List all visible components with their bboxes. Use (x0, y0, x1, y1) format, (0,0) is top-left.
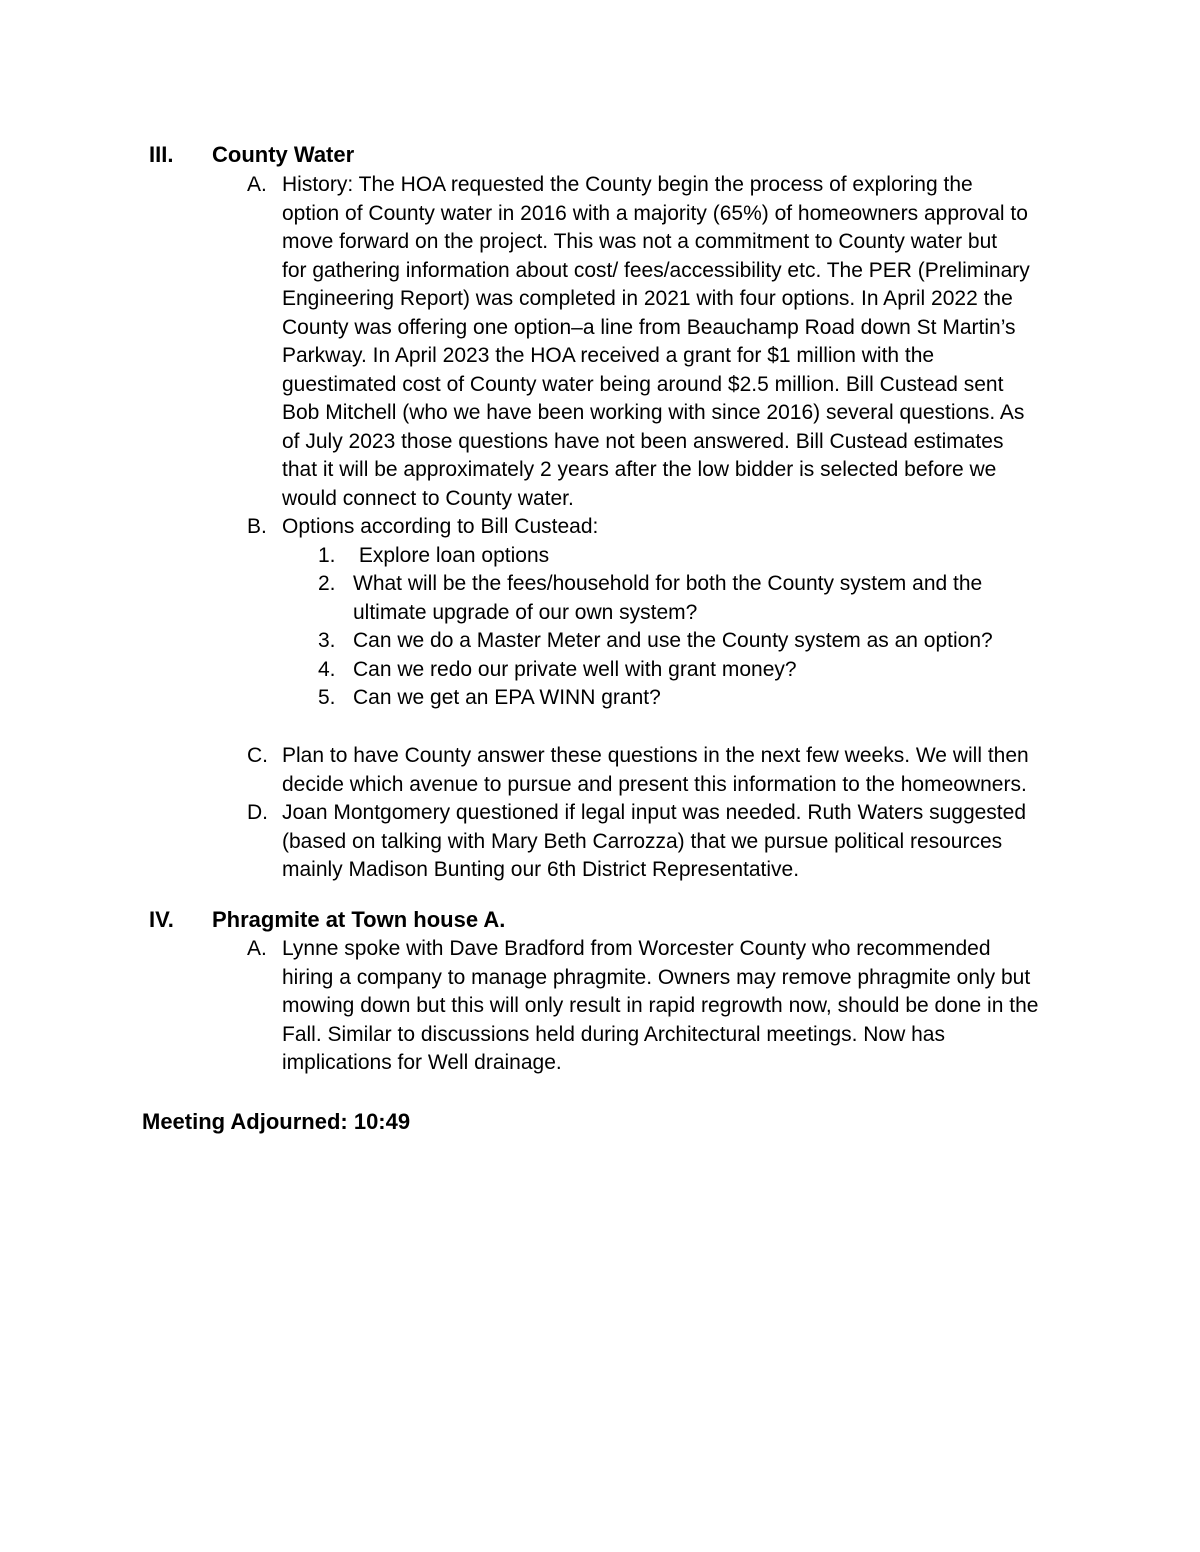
item-letter: A. (247, 173, 267, 196)
sub-item-text (353, 684, 661, 713)
item-letter: D. (247, 801, 268, 824)
text-line: Can we do a Master Meter and use the County system as an option? (353, 629, 993, 652)
section-title: County Water (212, 142, 355, 167)
text-line: implications for Well drainage. (282, 1051, 562, 1074)
text-line: move forward on the project. This was not a commitment to County water but (282, 230, 998, 253)
text-line: mowing down but this will only result in rapid regrowth now, should be done in the (282, 994, 1039, 1017)
sub-item-text (353, 570, 982, 627)
sub-item-number: 5. (318, 686, 336, 709)
sub-item-text (353, 627, 993, 656)
item-text (282, 513, 1072, 542)
text-line: that it will be approximately 2 years after the low bidder is selected before we (282, 458, 997, 481)
text-line: History: The HOA requested the County begin the process of exploring the (282, 173, 973, 196)
item-text (282, 171, 1072, 513)
text-line: County was offering one option–a line from Beauchamp Road down St Martin’s (282, 315, 1016, 339)
text-line: Joan Montgomery questioned if legal input was needed. Ruth Waters suggested (282, 801, 1027, 824)
section-number: III. (149, 142, 174, 167)
text-line: Options according to Bill Custead: (282, 515, 599, 538)
item-text (282, 799, 1072, 885)
sub-item-number: 2. (318, 572, 336, 595)
text-line: What will be the fees/household for both the County system and the (353, 572, 983, 595)
text-line: option of County water in 2016 with a majority (65%) of homeowners approval to (282, 201, 1028, 225)
text-line: Lynne spoke with Dave Bradford from Worcester County who recommended (282, 937, 991, 960)
text-line: Engineering Report) was completed in 2021 with four options. In April 2022 the (282, 287, 1013, 310)
text-line: Fall. Similar to discussions held during Architectural meetings. Now has (282, 1022, 945, 1046)
text-line: hiring a company to manage phragmite. Owners may remove phragmite only but (282, 965, 1031, 989)
text-line: Explore loan options (353, 544, 550, 567)
text-line: of July 2023 those questions have not been answered. Bill Custead estimates (282, 429, 1004, 453)
sub-item-text (353, 656, 797, 685)
sub-item-text (353, 542, 549, 571)
item-text (282, 742, 1072, 799)
item-letter: A. (247, 937, 267, 960)
text-line: ultimate upgrade of our own system? (353, 600, 698, 624)
text-line: for gathering information about cost/ fees/accessibility etc. The PER (Preliminary (282, 258, 1030, 282)
sub-item-number: 3. (318, 629, 336, 652)
text-line: Parkway. In April 2023 the HOA received a grant for $1 million with the (282, 344, 935, 367)
text-line: Can we get an EPA WINN grant? (353, 686, 661, 709)
item-letter: C. (247, 744, 268, 767)
text-line: Can we redo our private well with grant money? (353, 658, 797, 681)
item-letter: B. (247, 515, 267, 538)
text-line: Plan to have County answer these questions in the next few weeks. We will then (282, 744, 1029, 767)
text-line: mainly Madison Bunting our 6th District Representative. (282, 858, 800, 881)
section-number: IV. (149, 907, 174, 932)
text-line: (based on talking with Mary Beth Carrozza) that we pursue political resources (282, 829, 1003, 853)
section-title: Phragmite at Town house A. (212, 907, 506, 932)
sub-item-number: 4. (318, 658, 336, 681)
text-line: would connect to County water. (282, 486, 574, 510)
sub-item-number: 1. (318, 544, 336, 567)
text-line: Bob Mitchell (who we have been working with since 2016) several questions. As (282, 401, 1025, 424)
text-line: guestimated cost of County water being around $2.5 million. Bill Custead sent (282, 372, 1004, 396)
item-text (282, 935, 1072, 1078)
meeting-adjourned: Meeting Adjourned: 10:49 (142, 1109, 411, 1134)
text-line: decide which avenue to pursue and present this information to the homeowners. (282, 772, 1027, 796)
